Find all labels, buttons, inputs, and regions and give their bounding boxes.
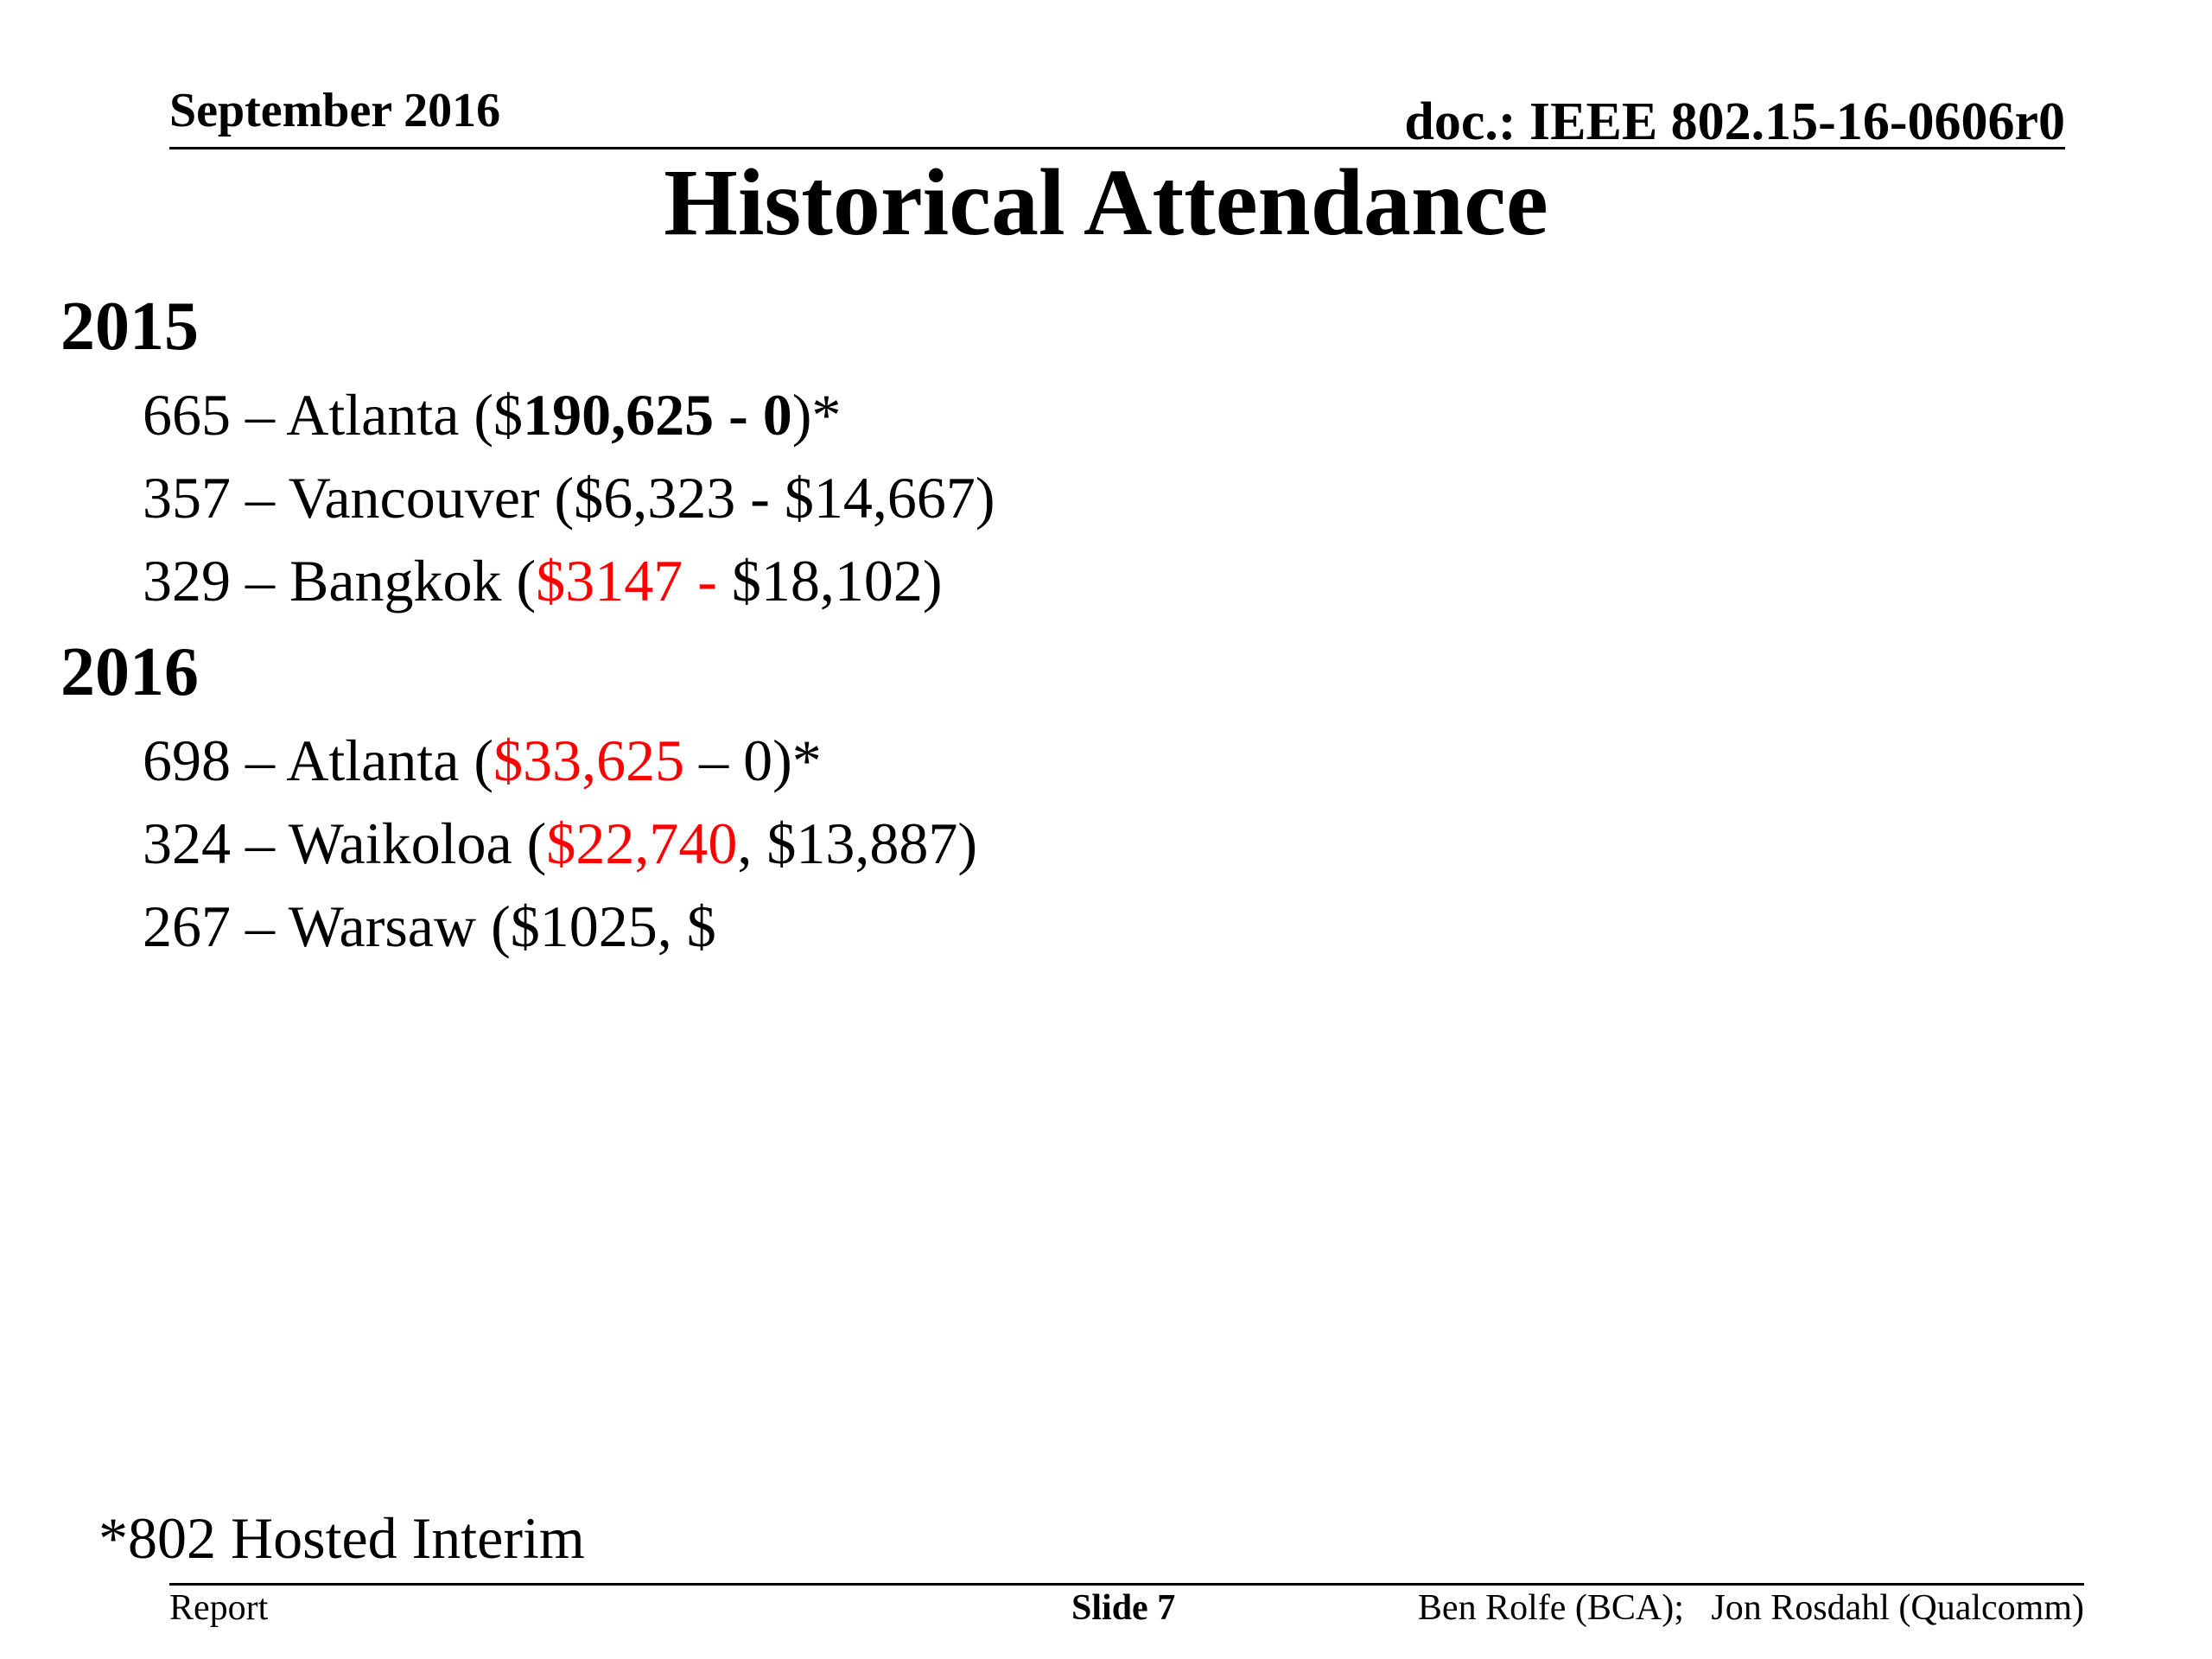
footer-report-label: Report <box>169 1588 269 1628</box>
slide-title: Historical Attendance <box>664 149 1548 255</box>
year-heading-2016: 2016 <box>60 634 199 710</box>
footer-divider <box>169 1583 2084 1586</box>
entry-2016-atlanta: 698 – Atlanta ($33,625 – 0)* <box>143 728 822 793</box>
entry-cost-rest: , $13,887) <box>737 810 977 876</box>
entry-2015-bangkok: 329 – Bangkok ($3147 - $18,102) <box>143 548 943 613</box>
entry-cost-rest: )* <box>791 382 842 448</box>
entry-city: Atlanta <box>286 382 460 448</box>
entry-cost: ($6,323 - $14,667) <box>554 465 995 531</box>
entry-count: 324 <box>143 810 231 876</box>
entry-cost-highlight: $33,625 <box>493 728 685 793</box>
entry-city: Bangkok <box>289 548 502 613</box>
footnote: *802 Hosted Interim <box>99 1505 585 1571</box>
year-heading-2015: 2015 <box>60 289 199 365</box>
entry-city: Warsaw <box>288 893 477 959</box>
entry-count: 665 <box>143 382 231 448</box>
entry-cost-highlight: $3147 - <box>536 548 732 613</box>
entry-count: 267 <box>143 893 231 959</box>
entry-cost: ($1025, $ <box>491 893 716 959</box>
entry-cost-highlight: $22,740 <box>546 810 738 876</box>
entry-city: Waikoloa <box>288 810 512 876</box>
footer-authors: Ben Rolfe (BCA); Jon Rosdahl (Qualcomm) <box>1417 1588 2084 1628</box>
header-doc-id: doc.: IEEE 802.15-16-0606r0 <box>1404 92 2065 151</box>
entry-2015-vancouver: 357 – Vancouver ($6,323 - $14,667) <box>143 465 995 531</box>
entry-cost-rest: – 0)* <box>684 728 822 793</box>
entry-count: 329 <box>143 548 231 613</box>
entry-count: 698 <box>143 728 231 793</box>
entry-cost: 190,625 - 0 <box>523 382 792 448</box>
entry-2016-warsaw: 267 – Warsaw ($1025, $ <box>143 893 716 959</box>
entry-2016-waikoloa: 324 – Waikoloa ($22,740, $13,887) <box>143 810 977 876</box>
footer-slide-number: Slide 7 <box>1071 1588 1176 1628</box>
entry-cost-rest: $18,102) <box>731 548 943 613</box>
header-date: September 2016 <box>169 84 501 137</box>
entry-2015-atlanta: 665 – Atlanta ($190,625 - 0)* <box>143 382 842 448</box>
entry-count: 357 <box>143 465 231 531</box>
entry-city: Vancouver <box>288 465 540 531</box>
entry-city: Atlanta <box>286 728 460 793</box>
